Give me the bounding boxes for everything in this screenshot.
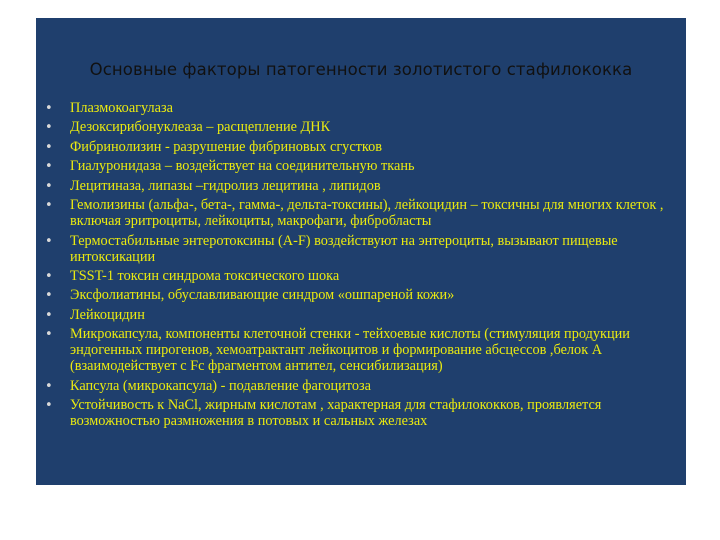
bullet-icon: • [45,198,53,214]
list-item-text: Лейкоцидин [70,306,145,323]
list-item-text: Плазмокоагулаза [70,100,174,116]
list-item-text: Гемолизины (альфа-, бета-, гамма-, дельта-токсины), лейкоцидин – токсичны для многих клеток , включая эритроциты, лейкоциты, макрофаги, фибробласты [70,197,664,230]
list-item [36,101,686,117]
list-item [36,398,686,430]
list-item-text: Лецитиназа, липазы –гидролиз лецитина , липидов [70,177,381,194]
list-item-text: Устойчивость к NaCl, жирным кислотам , характерная для стафилококков, проявляется возможностью размножения в потовых и сальных железах [70,397,602,429]
bullet-icon: • [45,378,53,394]
bullet-icon: • [45,288,53,304]
factor-list [36,101,686,433]
list-item [36,308,686,324]
list-item [36,198,686,230]
list-item-text: Капсула (микрокапсула) - подавление фагоцитоза [70,377,371,394]
list-item [36,120,686,136]
slide-panel [36,18,686,485]
bullet-icon: • [45,307,53,323]
bullet-icon: • [45,233,53,249]
list-item [36,269,686,285]
list-item [36,140,686,156]
bullet-icon: • [45,139,53,155]
bullet-icon: • [45,120,53,136]
list-item [36,234,686,266]
list-item [36,179,686,195]
list-item [36,288,686,304]
list-item-text: TSST-1 токсин синдрома токсического шока [70,267,340,284]
list-item-text: Термостабильные энтеротоксины (A-F) воздействуют на энтероциты, вызывают пищевые интоксикации [70,232,618,265]
list-item-text: Дезоксирибонуклеаза – расщепление ДНК [70,119,331,136]
list-item-text: Фибринолизин - разрушение фибриновых сгустков [70,138,383,155]
bullet-icon: • [45,178,53,194]
list-item-text: Эксфолиатины, обуславливающие синдром «ошпареной кожи» [70,287,455,304]
list-item [36,327,686,374]
bullet-icon: • [45,159,53,175]
list-item [36,159,686,175]
list-item-text: Гиалуронидаза – воздействует на соединительную ткань [70,158,415,175]
list-item [36,379,686,395]
slide-title: Основные факторы патогенности золотистого стафилококка [89,60,633,79]
bullet-icon: • [45,101,53,116]
list-item-text: Микрокапсула, компоненты клеточной стенки - тейхоевые кислоты (стимуляция продукции эндогенных пирогенов, хемоатрактант лейкоцитов и формирование абсцессов ,белок А (взаимодействует с Fc фрагментом антител, сенсибилизация) [70,326,630,375]
bullet-icon: • [45,327,53,343]
bullet-icon: • [45,398,53,413]
bullet-icon: • [45,268,53,284]
